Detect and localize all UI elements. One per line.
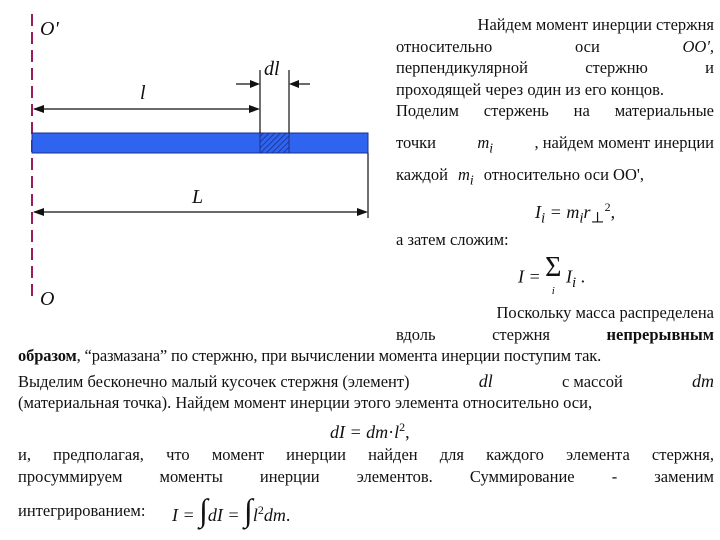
- paragraph-1: [396, 14, 714, 191]
- p1-line-4: проходящей через один из его концов.: [396, 79, 665, 99]
- p1-line-1: Найдем момент инерции стержня: [477, 15, 714, 34]
- p1-line-2: [396, 36, 714, 58]
- p2-l4a: Выделим бесконечно малый кусочек стержня (элемент): [18, 371, 410, 391]
- p3-line-1: и, предполагая, что момент инерции найден для каждого элемента стержня,: [18, 445, 714, 464]
- p1-l7a: каждой: [396, 165, 448, 185]
- paragraph-2-head: [396, 302, 714, 345]
- p1-l6b: , найдем момент инерции: [534, 132, 714, 152]
- p2-l4b: с массой: [561, 371, 623, 391]
- p2-line-4: [18, 371, 714, 393]
- p1-mi: $m_i$: [477, 132, 494, 155]
- rod-element-dl: [260, 133, 289, 153]
- p1-line-7: [396, 164, 714, 191]
- l-label: l: [140, 82, 146, 104]
- dl-label: dl: [264, 58, 280, 80]
- p2-line-1: Поскольку масса распределена: [496, 303, 714, 322]
- formula-dI: dI = $dm\cdot l^2$,: [330, 420, 410, 442]
- p2-l3: , “размазана” по стержню, при вычислении момента инерции поступим так.: [76, 346, 602, 365]
- p1-line-3: [396, 57, 714, 79]
- formula-sum: I = Σ $^i$ $I_i$ .: [518, 252, 586, 297]
- p1-mi-2: $m_i$: [457, 165, 474, 188]
- p1-l2c: OO',: [682, 36, 714, 56]
- p2-line-5: (материальная точка). Найдем момент инерции этого элемента относительно оси,: [18, 393, 593, 412]
- p2-l4-dl: dl: [478, 370, 493, 391]
- p1-line-5: Поделим стержень на материальные: [396, 101, 714, 120]
- p1-l2a: относительно: [396, 36, 493, 56]
- rod-diagram: [0, 0, 390, 320]
- then-sum-text: а затем сложим:: [396, 230, 509, 249]
- p2-l2a: вдоль: [396, 324, 436, 344]
- p1-line-6: [396, 132, 714, 159]
- p1-l6a: точки: [396, 132, 436, 152]
- formula-integral: $I = \int dI = \int l^2dm$.: [172, 492, 291, 528]
- paragraph-3: [18, 444, 714, 487]
- p2-line-2: [396, 324, 714, 346]
- p1-l7b: относительно оси OO',: [483, 165, 644, 185]
- p1-l2b: оси: [574, 36, 600, 56]
- rod: [32, 133, 368, 153]
- p2-l3-bold: образом: [18, 346, 77, 365]
- p1-l3a: перпендикулярной: [396, 58, 528, 77]
- formula-Ii: $I_i = m_ir_\perp^2$,: [535, 200, 616, 227]
- p3-line-2: просуммируем моменты инерции элементов. Суммирование - заменим: [18, 466, 714, 486]
- p1-l3b: стержню: [585, 58, 648, 77]
- p2-l2b: стержня: [492, 324, 551, 344]
- L-label: L: [192, 186, 204, 208]
- p2-line-3: [18, 345, 714, 367]
- axis-bottom-label: O: [40, 288, 55, 310]
- p2-l4-dm: dm: [691, 370, 714, 391]
- axis-top-label: O': [40, 18, 59, 40]
- p2-l2-bold: непрерывным: [606, 324, 714, 344]
- p3-line-3: интегрированием:: [18, 501, 146, 520]
- p1-l3c: и: [705, 58, 714, 77]
- paragraph-2-body: [18, 345, 714, 414]
